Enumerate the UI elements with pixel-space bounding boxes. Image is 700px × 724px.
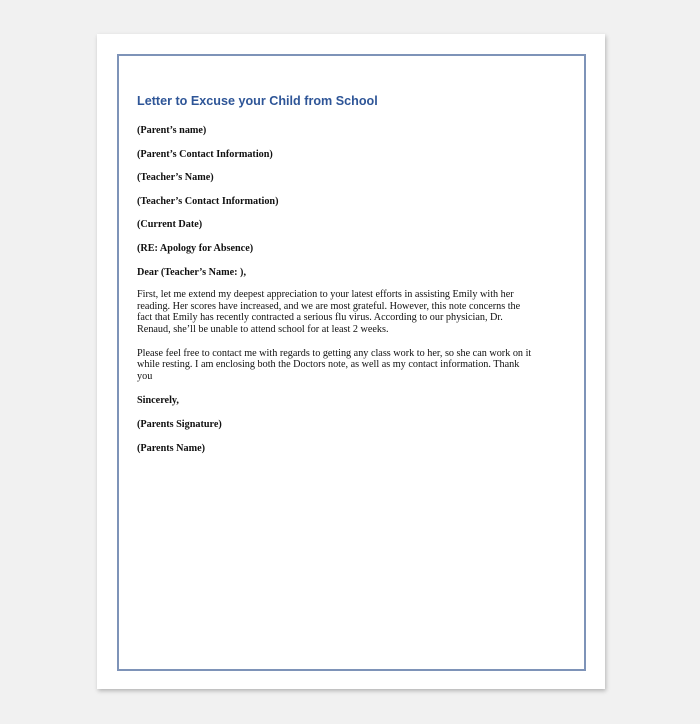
body-paragraph-1 bbox=[137, 289, 537, 335]
body-paragraph-2 bbox=[137, 348, 537, 383]
salutation: Dear (Teacher’s Name: ), bbox=[137, 266, 247, 278]
teacher-contact-field: (Teacher’s Contact Information) bbox=[137, 195, 279, 207]
document-page bbox=[97, 34, 605, 689]
paragraph-line: Please feel free to contact me with regards to getting any class work to her, so she can work on it bbox=[137, 347, 532, 359]
parents-signature-field: (Parents Signature) bbox=[137, 418, 222, 430]
paragraph-line: while resting. I am enclosing both the Doctors note, as well as my contact information. Thank bbox=[137, 359, 520, 371]
subject-line: (RE: Apology for Absence) bbox=[137, 242, 254, 254]
letter-content bbox=[137, 90, 537, 465]
current-date-field: (Current Date) bbox=[137, 219, 203, 231]
teacher-name-field: (Teacher’s Name) bbox=[137, 172, 214, 184]
paragraph-line: First, let me extend my deepest appreciation to your latest efforts in assisting Emily with her bbox=[137, 289, 514, 301]
closing-sincerely: Sincerely, bbox=[137, 395, 179, 407]
parent-contact-field: (Parent’s Contact Information) bbox=[137, 148, 273, 160]
paragraph-line: reading. Her scores have increased, and we are most grateful. However, this note concerns the bbox=[137, 300, 521, 312]
paragraph-line: fact that Emily has recently contracted a serious flu virus. According to our physician, Dr. bbox=[137, 312, 503, 324]
parents-name-field: (Parents Name) bbox=[137, 442, 205, 454]
paragraph-line: Renaud, she’ll be unable to attend school for at least 2 weeks. bbox=[137, 323, 389, 335]
paragraph-line: you bbox=[137, 370, 153, 382]
parent-name-field: (Parent’s name) bbox=[137, 125, 207, 136]
letter-title: Letter to Excuse your Child from School bbox=[137, 94, 378, 108]
